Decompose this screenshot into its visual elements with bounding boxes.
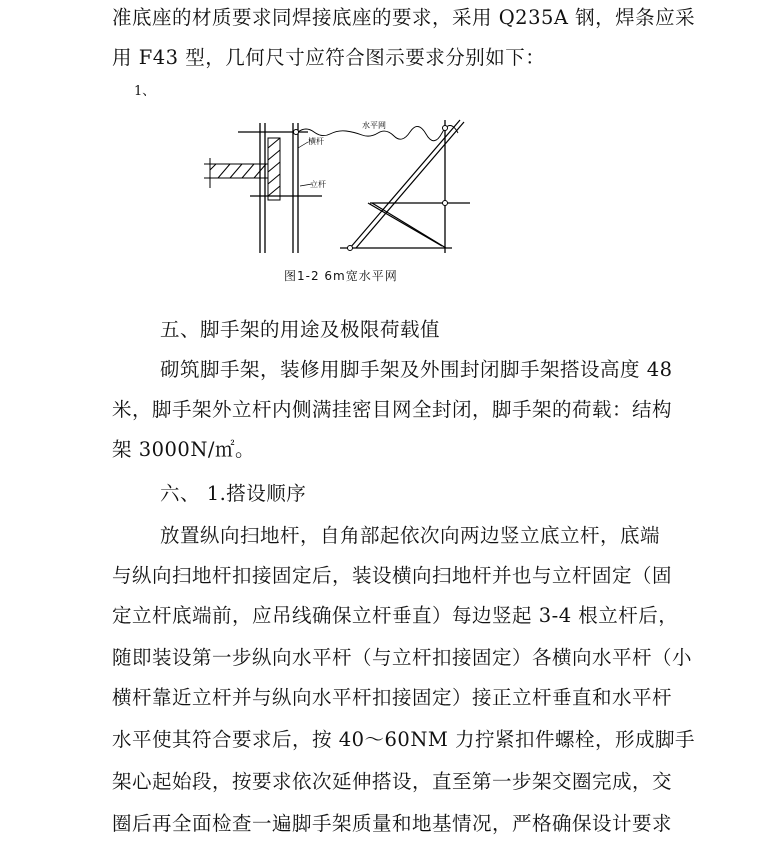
paragraph-line: 用 F43 型，几何尺寸应符合图示要求分别如下：: [112, 46, 546, 69]
vertical-poles: [260, 120, 445, 253]
paragraph-line: 水平使其符合要求后，按 40～60NM 力拧紧扣件螺栓，形成脚手: [112, 728, 696, 751]
paragraph-line: 圈后再全面检查一遍脚手架质量和地基情况，严格确保设计要求: [112, 812, 673, 835]
paragraph-line: 随即装设第一步纵向水平杆（与立杆扣接固定）各横向水平杆（小: [112, 646, 693, 669]
paragraph-line: 砌筑脚手架，装修用脚手架及外围封闭脚手架搭设高度 48: [160, 358, 673, 381]
label-crossbar: 横杆: [308, 137, 324, 146]
paragraph-line: 准底座的材质要求同焊接底座的要求，采用 Q235A 钢，焊条应采: [112, 6, 696, 29]
label-net: 水平网: [362, 121, 386, 130]
section-title: 五、脚手架的用途及极限荷载值: [160, 318, 441, 341]
section-title: 六、 1.搭设顺序: [160, 482, 307, 505]
paragraph-line: 放置纵向扫地杆，自角部起依次向两边竖立底立杆，底端: [160, 524, 661, 547]
item-number: 1、: [134, 84, 156, 99]
paragraph-line: 米，脚手架外立杆内侧满挂密目网全封闭，脚手架的荷载：结构: [112, 398, 673, 421]
paragraph-line: 横杆靠近立杆并与纵向水平杆扣接固定）接正立杆垂直和水平杆: [112, 686, 673, 709]
figure-caption: 图1-2 6m宽水平网: [284, 269, 398, 283]
label-pole: 立杆: [310, 180, 326, 189]
paragraph-line: 定立杆底端前，应吊线确保立杆垂直）每边竖起 3-4 根立杆后，: [112, 604, 679, 627]
wall: [268, 138, 280, 200]
floor-slab: [204, 158, 268, 188]
paragraph-line: 与纵向扫地杆扣接固定后，装设横向扫地杆并也与立杆固定（固: [112, 564, 673, 587]
paragraph-line: 架 3000N/㎡。: [112, 438, 255, 461]
diagonal-braces: [350, 120, 464, 248]
paragraph-line: 架心起始段，按要求依次延伸搭设，直至第一步架交圈完成，交: [112, 770, 673, 793]
scaffold-net-figure: [190, 108, 490, 268]
